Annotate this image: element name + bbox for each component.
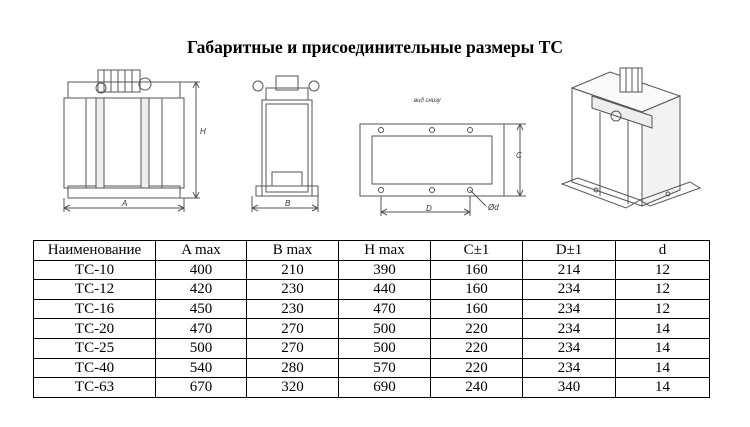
isometric-view-drawing [562, 68, 700, 208]
front-dim-h-label: H [200, 127, 206, 136]
transformer-drawings [0, 62, 750, 234]
bottom-view-drawing [360, 124, 526, 216]
bottom-dim-hole-label: Ød [488, 203, 499, 212]
cell-b-max: 230 [247, 280, 339, 300]
cell-d: 234 [523, 358, 616, 378]
table-row [34, 378, 710, 398]
header-b-max: B max [247, 241, 339, 261]
cell-hole-d: 14 [616, 338, 710, 358]
cell-b-max: 230 [247, 299, 339, 319]
cell-a-max: 450 [156, 299, 247, 319]
cell-h-max: 690 [339, 378, 431, 398]
header-d: D±1 [523, 241, 616, 261]
front-view-drawing [64, 70, 200, 212]
cell-a-max: 470 [156, 319, 247, 339]
cell-a-max: 670 [156, 378, 247, 398]
cell-c: 220 [431, 319, 523, 339]
bottom-dim-d-label: D [426, 204, 432, 213]
cell-b-max: 270 [247, 319, 339, 339]
cell-d: 340 [523, 378, 616, 398]
cell-b-max: 270 [247, 338, 339, 358]
cell-name: ТС-16 [34, 299, 156, 319]
cell-name: ТС-63 [34, 378, 156, 398]
cell-d: 234 [523, 338, 616, 358]
table-row [34, 299, 710, 319]
cell-hole-d: 12 [616, 280, 710, 300]
table-row [34, 358, 710, 378]
cell-d: 234 [523, 319, 616, 339]
front-dim-a-label: A [122, 199, 128, 208]
header-a-max: A max [156, 241, 247, 261]
table-row [34, 338, 710, 358]
cell-c: 160 [431, 280, 523, 300]
cell-name: ТС-20 [34, 319, 156, 339]
cell-h-max: 390 [339, 260, 431, 280]
side-view-drawing [252, 76, 319, 212]
dimensions-table [33, 240, 710, 398]
table-header-row [34, 241, 710, 261]
bottom-dim-c-label: C [516, 151, 522, 160]
cell-d: 234 [523, 299, 616, 319]
cell-hole-d: 12 [616, 260, 710, 280]
cell-hole-d: 14 [616, 378, 710, 398]
side-dim-b-label: B [285, 199, 291, 208]
header-h-max: H max [339, 241, 431, 261]
cell-h-max: 440 [339, 280, 431, 300]
cell-hole-d: 12 [616, 299, 710, 319]
cell-a-max: 540 [156, 358, 247, 378]
header-c: C±1 [431, 241, 523, 261]
header-hole-d: d [616, 241, 710, 261]
cell-h-max: 500 [339, 338, 431, 358]
cell-name: ТС-25 [34, 338, 156, 358]
cell-b-max: 320 [247, 378, 339, 398]
bottom-view-caption: вид снизу [414, 98, 441, 104]
table-row [34, 319, 710, 339]
cell-hole-d: 14 [616, 358, 710, 378]
cell-h-max: 470 [339, 299, 431, 319]
cell-d: 234 [523, 280, 616, 300]
cell-c: 220 [431, 358, 523, 378]
cell-b-max: 210 [247, 260, 339, 280]
table-row [34, 280, 710, 300]
cell-a-max: 420 [156, 280, 247, 300]
cell-name: ТС-10 [34, 260, 156, 280]
cell-a-max: 400 [156, 260, 247, 280]
cell-name: ТС-12 [34, 280, 156, 300]
cell-b-max: 280 [247, 358, 339, 378]
cell-d: 214 [523, 260, 616, 280]
header-name: Наименование [34, 241, 156, 261]
cell-c: 220 [431, 338, 523, 358]
page-title: Габаритные и присоединительные размеры ТС [186, 37, 564, 57]
cell-h-max: 570 [339, 358, 431, 378]
cell-a-max: 500 [156, 338, 247, 358]
cell-c: 240 [431, 378, 523, 398]
cell-c: 160 [431, 299, 523, 319]
cell-h-max: 500 [339, 319, 431, 339]
cell-name: ТС-40 [34, 358, 156, 378]
cell-c: 160 [431, 260, 523, 280]
cell-hole-d: 14 [616, 319, 710, 339]
table-row [34, 260, 710, 280]
